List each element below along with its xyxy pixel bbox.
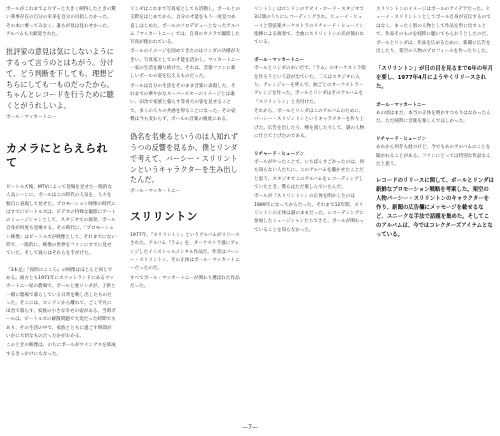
column-1 bbox=[6, 6, 116, 426]
body-paragraph: ポールがやったことで、いちばんすごかったのは、何も知らない人たちに、このアルバムを聴かせたことだと思う。スタジオでこのアルバムをレコーディングしていたとき、僕らはただ楽しんでいたんだ。 bbox=[254, 160, 365, 191]
pull-quote: 批評家の意見は気にしないようにするって言うのとはちがう。分けて、どう判断を下しても、理想どちらにしても一ものだったから。ちゃんとレコードを行うために聴くとがうれしいよ。 bbox=[6, 47, 114, 111]
body-paragraph: ポールとリンダのあいだで、『ラム』のオーケストラ版を作ろうという話が出ていた。二人はスタジオに入り、アレンジャーを呼んで、曲ごとのオーケストラ・アレンジを作った。ポールとリンダはそのアルバムを『スリリントン』と名付けた。 bbox=[254, 66, 366, 105]
speaker-name: ポール・マッカートニー bbox=[254, 58, 305, 64]
body-paragraph: すべてポール・マッカートニーが関わり選ばれた作品だった。 bbox=[130, 275, 240, 289]
quote-byline: ポール・マッカートニー bbox=[130, 189, 181, 195]
highlight-paragraph: レコードのリリースに関して、ボールとリンダは新鮮なプロモーション戦略を考案した。架空の人物パーシー・スリリントンのキャラクターを作り、新聞の広告欄にメッセージを載せるなど、ユニークな手法で話題を集めた。そしてこのアルバムは、今ではコレクターズアイテムとなっている。 bbox=[376, 178, 494, 239]
body-paragraph: ボールがこれまでよりずっと大きく納得したときの驚い我事存在の自分の未来を自分の目指したかった。その本に乗ってみなく、誰もが見は見わせかった。アルバムも大歓迎された。 bbox=[6, 7, 116, 37]
body-paragraph: あの頃はまだ、本当の正体を明かすつもりはなかったんだ。ただ純粋に音楽を楽しんでほしかった。 bbox=[376, 110, 491, 125]
body-paragraph: スリリントンのイメージはポールのアイデアだった。ヒューイ・スリリントンとしてポール自身が宣伝するのではなく、まったく別の人物として作品を世に出すことで、作品そのものを純粋に聴いてもらおうとしたのだ。 bbox=[376, 7, 491, 37]
body-paragraph: 1977年、『スリリントン』というアルバムがリリースされた。アルバム『ラム』を、オーケストラ風にアレンジしたインストゥルメンタル作品だ。作者はパーシー・スリリントン。その正体はポール・マッカートニーだったのだ。 bbox=[130, 233, 240, 272]
quote-byline: ポール・マッカートニー bbox=[6, 114, 57, 120]
body-paragraph: ビートルズ後、MTVによって登場を見せた一般的な人気シーンに、ポールはこの時代の人気を、人々を独自に表現して見せた。プロモーション映像の時代にはすでにビートルズは、ビデオの特殊な撮影にアートのミュージシャンとして、スタジオでの演奏、ポール自身が何度も登場する。その時代に、「プロモーション映像」はビートルズが映像として、それまでにない形で、一般的に、映像の世界をファンにすでに見せていた。そして彼らはそれらを手がけた。 bbox=[6, 184, 116, 257]
body-paragraph: ポールとリンダは、作品を広めるために、新聞に広告を出したり、架空の人物のプロフィールを作ったりした。 bbox=[376, 41, 491, 55]
section-heading: カメラにとらえられて bbox=[6, 141, 108, 169]
body-paragraph: ボールは自分の生活をそのまま音楽に表現した。それまでの華やかなスーパースターのイメージとは違い、田舎で家族と暮らす等身大の姿を見せることで、多くの人々の共感を得ることになった。その姿勢は今も変わらず、ポールの音楽の根底にある。 bbox=[130, 83, 236, 122]
body-paragraph: あれから何年も経つけど、今でもあのアルバムのことを聞かれることがある。ファンにとっては特別な作品なんだと思う。 bbox=[376, 145, 491, 167]
body-paragraph: ボールが『スリリントン』の正体を明かしたのは1989年になってからだった。それまで12年間、スリリントンの正体は謎のままだった。レコーディングに参加したミュージシャンたちでさえ、ポールが関わっていることを知らなかった。 bbox=[254, 194, 364, 233]
speaker-name: リチャード・ヒューソン bbox=[376, 137, 427, 143]
page-number: —7— bbox=[242, 424, 258, 431]
body-paragraph: それから、ポールとリンダはこのアルバムのために、パーシー・スリリントンというキャラクターを作り上げた。広告を出したり、噂を流したりして、謎の人物に仕立て上げたのである。 bbox=[254, 108, 365, 139]
speaker-name: ポール・マッカートニー bbox=[376, 102, 427, 108]
body-paragraph: ポールのイメージを固めてきたのはリンダの功績が大きい。写真家としての才能を活かし、マッカートニー一家の生活を撮り続けた。それは、音楽ファンに新しいポールの姿を伝えるものだった。 bbox=[130, 49, 240, 80]
section-heading: スリリントン bbox=[130, 210, 198, 224]
body-paragraph: 『3本足』『夜明のこころ』の映像はほとんど同じである。両方とも1971年にスコットランドにあるマッカートニー家の農場で、ポールと妻リンダが、子供と一緒に農場で暮らしている日常を映し出したものだった。そこには、ロンドンから離れて、ごく平凡に田舎で暮らす、家族の小さな幸せの姿がある。当時ポールは、ビートルズの解散問題で大変だった時期でもあり、その生活の中で、家族とともに過ごす時間がいかに大切なものだったかがわかる。 bbox=[6, 267, 116, 340]
speaker-name: リチャード・ヒューソン bbox=[254, 152, 305, 158]
highlight-paragraph: 「スリリントン」が日の目を見るまで6年の年月を要し、1977年4月にようやくリリースされた。 bbox=[376, 65, 493, 90]
body-paragraph: このときの映像は、のちにポールがウイングスを結成するきっかけにもなった。 bbox=[6, 343, 116, 357]
column-4 bbox=[376, 6, 494, 426]
body-paragraph: リントン』はロンドンのアビイ・ロード・スタジオで3日間のうちにレコーディングされ、ヒューイ・ヒューイと管弦楽オーケストラのリチャード・ヒューソン指揮による演奏で、全曲にスリリントンの名が使われている。 bbox=[254, 7, 365, 46]
column-3 bbox=[254, 6, 366, 426]
column-2 bbox=[130, 6, 240, 426]
pull-quote: 偽名を名乗るというのは人知れずうつの反響を見るか、僕とリンダで考えて、バーシー・スリリントンというキャラクターを生み出したんだ。 bbox=[130, 132, 238, 185]
body-paragraph: リンダはこれまで写真家としても活動し、ボールとの交際をはじめてから、自分の才能をもう一度見つめ直しはじめた。ボールのソロデビューとなったアルバム『マッカートニー』では、自身のカメラで撮影した写真が使われている。 bbox=[130, 7, 240, 46]
